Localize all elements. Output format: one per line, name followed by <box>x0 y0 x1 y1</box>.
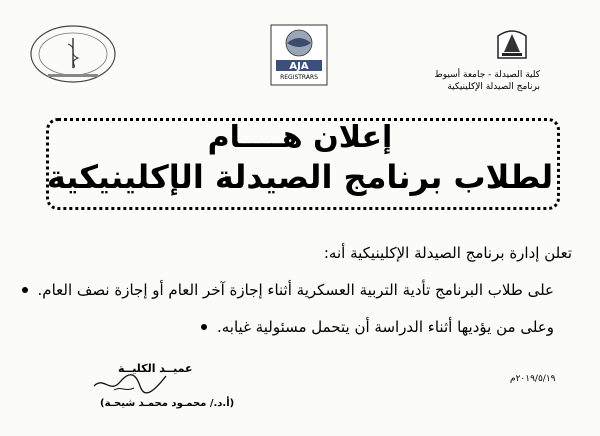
iso-certification-logo <box>28 24 118 86</box>
document-date: ٢٠١٩/٥/١٩م <box>510 374 556 384</box>
faculty-logo <box>494 24 530 60</box>
list-item-text: على طلاب البرنامج تأدية التربية العسكرية أثناء إجازة آخر العام أو إجازة نصف العام. <box>37 281 554 299</box>
bullet-icon <box>201 324 207 330</box>
announcement-intro: تعلن إدارة برنامج الصيدلة الإكلينيكية أنه: <box>323 244 572 262</box>
program-name: برنامج الصيدلة الإكلينيكية <box>447 82 540 92</box>
list-item <box>201 318 554 336</box>
dean-name: (أ.د./ محمـود محمـد شيحـة) <box>100 398 235 409</box>
announcement-title: إعلان هــــام <box>207 120 393 155</box>
dean-title: عميــد الكليــة <box>118 362 193 375</box>
bullet-icon <box>22 287 28 293</box>
list-item <box>22 281 554 299</box>
signature-graphic <box>90 368 170 400</box>
aja-logo-text: AJA <box>289 61 309 72</box>
aja-registrars-logo <box>270 24 328 86</box>
aja-logo-subtext: REGISTRARS <box>280 74 318 81</box>
faculty-name: كلية الصيدلة - جامعة أسيوط <box>434 70 540 80</box>
announcement-subtitle: لطلاب برنامج الصيدلة الإكلينيكية <box>46 158 554 196</box>
list-item-text: وعلى من يؤديها أثناء الدراسة أن يتحمل مسئولية غيابه. <box>216 318 554 336</box>
